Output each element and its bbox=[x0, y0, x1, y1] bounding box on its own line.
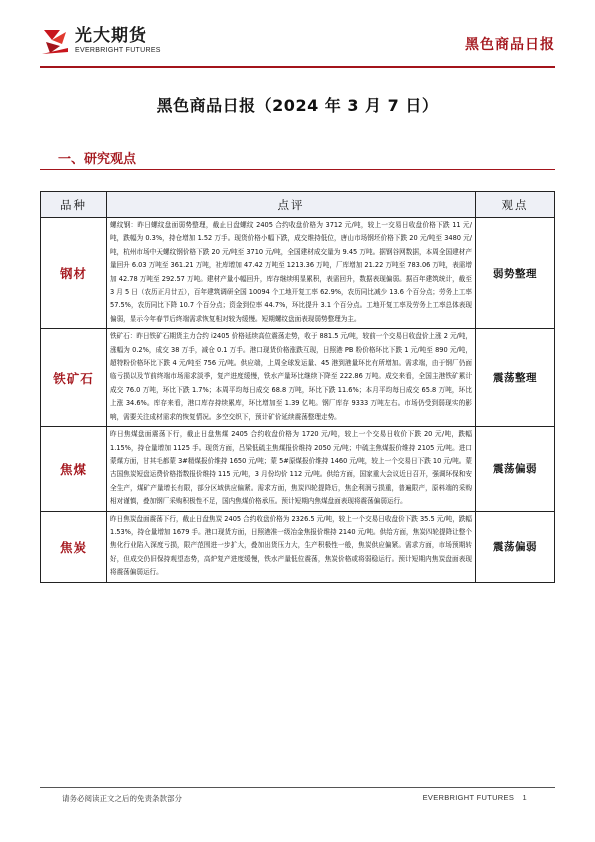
header-comment: 点评 bbox=[107, 192, 476, 217]
header-product: 品种 bbox=[41, 192, 107, 217]
product-view: 震荡偏弱 bbox=[493, 541, 537, 554]
product-view: 震荡整理 bbox=[493, 372, 537, 385]
product-comment: 昨日焦炭盘面震荡下行，截止日盘焦炭 2405 合约收盘价格为 2326.5 元/吨，较上一个交易日收盘价下跌 35.5 元/吨，跌幅 1.53%，持仓量增加 1679 手。港口现货方面，日照港准一级冶金焦报价维持 2140 元/吨。供给方面，焦炭四轮提降让整个焦化行业陷入深度亏损，限产范围进一步扩大，叠加出货压力大，生产积极性一般，焦炭供应偏紧。需求方面，市场预期转好，但成交仍旧保持观望态势，高炉复产进度缓慢，铁水产量低位震荡，焦炭价格或将弱稳运行。预计短期内焦炭盘面表现将震荡偏弱运行。 bbox=[107, 512, 476, 582]
research-table bbox=[40, 191, 555, 583]
product-name: 铁矿石 bbox=[41, 329, 107, 426]
table-row-steel bbox=[41, 218, 554, 329]
header-divider bbox=[40, 66, 555, 68]
section-divider bbox=[40, 169, 555, 170]
product-view: 弱势整理 bbox=[493, 267, 537, 280]
page-header bbox=[40, 26, 555, 62]
footer-divider bbox=[40, 787, 555, 788]
document-title: 黑色商品日报（2024 年 3 月 7 日） bbox=[156, 96, 439, 115]
footer-brand: EVERBRIGHT FUTURES bbox=[422, 793, 515, 802]
product-name: 焦炭 bbox=[41, 512, 107, 582]
product-comment: 螺纹钢：昨日螺纹盘面弱势整理，截止日盘螺纹 2405 合约收盘价格为 3712 元/吨，较上一交易日收盘价格下跌 11 元/吨，跌幅为 0.3%，持仓增加 1.52 万手。现货价格小幅下跌，成交维持低位，唐山市场钢坯价格下跌 20 元/吨至 3480 元/吨，杭州市场中天螺纹钢价格下跌 20 元/吨至 3710 元/吨，全国建材成交量为 9.45 万吨。据钢谷网数据，本周全国建材产量回升 6.03 万吨至 361.21 万吨，社库增加 47.42 万吨至 1213.36 万吨，厂库增加 21.22 万吨至 783.06 万吨，表需增加 42.78 万吨至 292.57 万吨。建材产量小幅回升，库存继续明显累积，表需回升，数据表现偏弱。据百年建筑统计，截至 3 月 5 日（农历正月廿五），百年建筑调研全国 10094 个工地开复工率 62.9%，农历同比减少 13.6 个百分点；劳务上工率 57.5%，农历同比下降 10.7 个百分点；资金到位率 44.7%，环比提升 3.1 个百分点。工地开复工率及劳务上工率总体表现偏弱，显示今年春节后终端需求恢复相对较为缓慢。短期螺纹盘面表现弱势整理为主。 bbox=[107, 218, 476, 328]
product-name: 钢材 bbox=[41, 218, 107, 328]
product-name: 焦煤 bbox=[41, 427, 107, 510]
company-name-en: EVERBRIGHT FUTURES bbox=[75, 47, 161, 54]
table-header bbox=[41, 192, 554, 218]
table-row-iron-ore bbox=[41, 329, 554, 427]
table-row-coking-coal bbox=[41, 427, 554, 511]
footer-brand-page bbox=[423, 793, 527, 802]
product-comment: 铁矿石：昨日铁矿石期货主力合约 i2405 价格延续高位震荡走势，收于 881.5 元/吨，较前一个交易日收盘价上涨 2 元/吨，涨幅为 0.2%，成交 38 万手，减仓 0.1 万手。港口现货价格涨跌互现，日照港 PB 粉价格环比下跌 1 元/吨至 890 元/吨，超特粉价格环比下跌 4 元/吨至 756 元/吨。供应端，上周全球发运量、45 港到港量环比有所增加。需求端，由于钢厂仍面临亏损以及节前终端市场需求淡季，复产进度缓慢，铁水产量环比继续下降至 222.86 万吨。成交来看，全国主港铁矿累计成交 76.0 万吨，环比下跌 1.7%；本周平均每日成交 68.8 万吨，环比下跌 11.6%；本月平均每日成交 65.8 万吨，环比上涨 34.6%。库存来看，港口库存持续累库，环比增加至 1.39 亿吨。钢厂库存 9333 万吨左右。市场仍受到弱现实的影响，需要关注成材需求的恢复情况。多空交织下，预计矿价延续震荡整理走势。 bbox=[107, 329, 476, 426]
table-row-coke bbox=[41, 512, 554, 582]
section-title: 一、研究观点 bbox=[58, 152, 137, 167]
company-name-cn: 光大期货 bbox=[75, 26, 147, 46]
product-view: 震荡偏弱 bbox=[493, 463, 537, 476]
everbright-logo-icon bbox=[40, 26, 70, 56]
product-comment: 昨日焦煤盘面震荡下行，截止日盘焦煤 2405 合约收盘价格为 1720 元/吨，较上一个交易日收价下跌 20 元/吨，跌幅 1.15%，持仓量增加 1125 手。现货方面，吕梁低硫主焦煤报价维持 2050 元/吨；中硫主焦煤报价维持 2105 元/吨。进口蒙煤方面，甘其毛都蒙 3#精煤报价维持 1650 元/吨；蒙 5#原煤报价维持 1460 元/吨，较上一个交易日下跌 10 元/吨。蒙古国焦炭短盘运费价格指数报价维持 115 元/吨，3 月份均价 112 元/吨。供给方面，国家重大会议近日召开，强调环保和安全生产，煤矿产量增长有限，部分区域供应偏紧。需求方面，焦炭四轮提降后，焦企利润亏损重，普遍限产，原料端的采购相对谨慎，叠加钢厂采购积极性不足，国内焦煤价格承压。预计短期内焦煤盘面表现将震荡偏弱运行。 bbox=[107, 427, 476, 510]
page-number: 1 bbox=[522, 793, 527, 802]
company-logo bbox=[40, 26, 161, 56]
footer-disclaimer: 请务必阅读正文之后的免责条款部分 bbox=[62, 794, 182, 803]
header-view: 观点 bbox=[501, 197, 529, 212]
report-type: 黑色商品日报 bbox=[465, 37, 555, 53]
